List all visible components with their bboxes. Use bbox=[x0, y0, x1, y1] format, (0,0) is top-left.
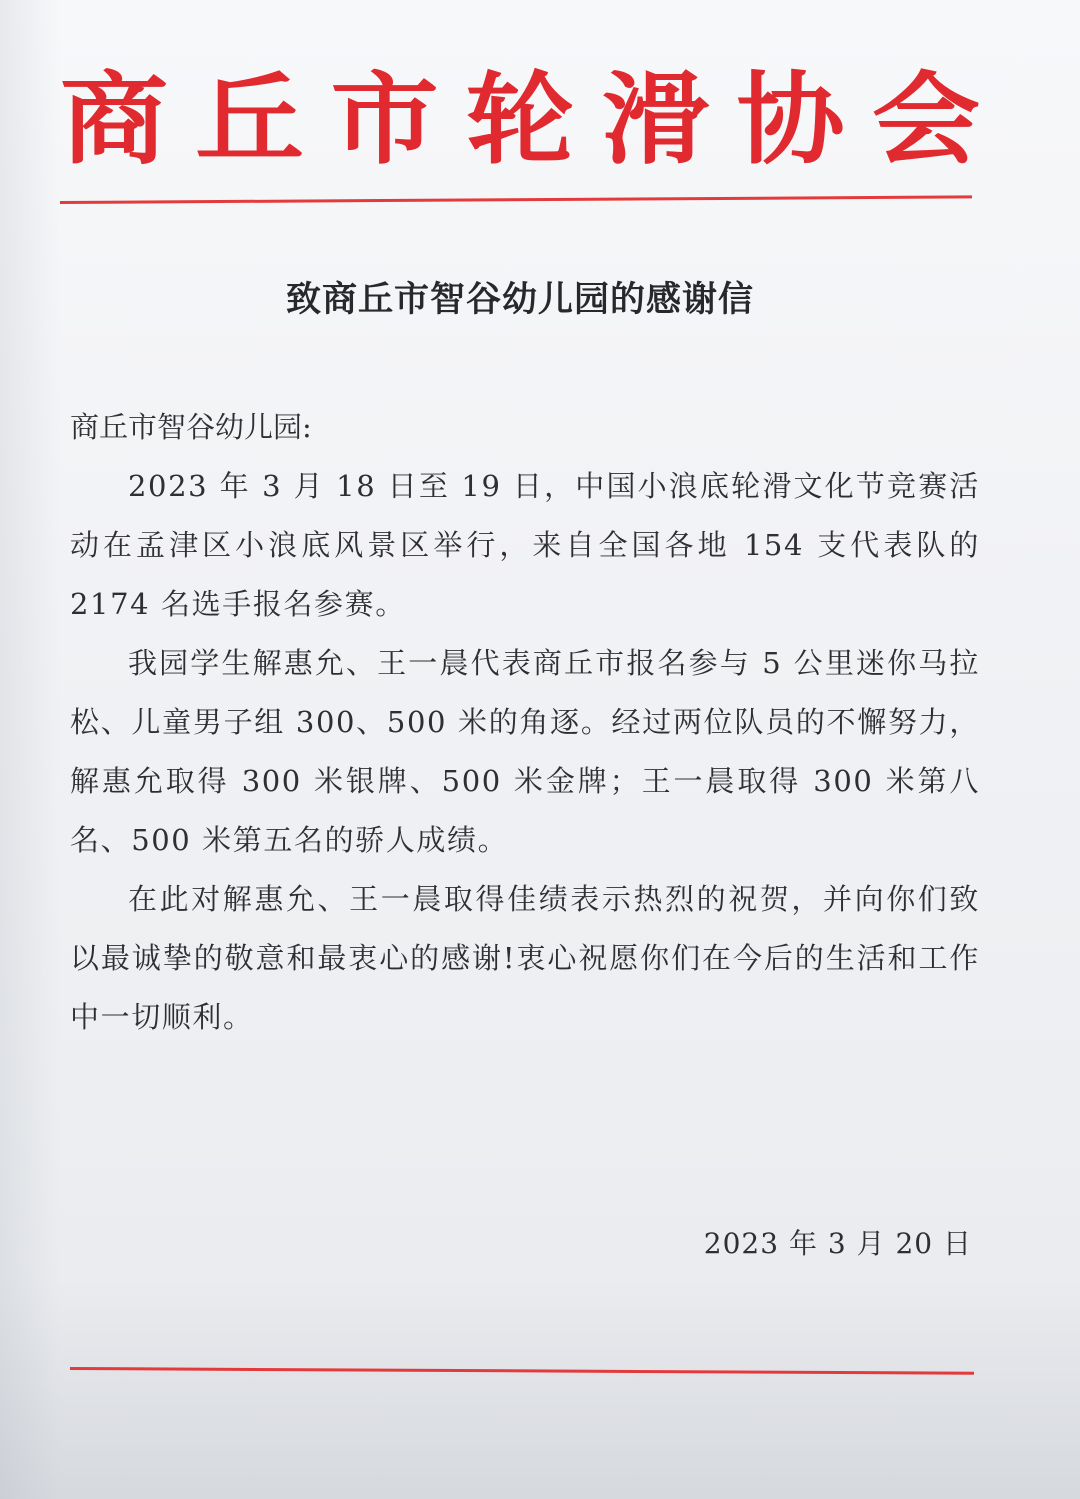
paper-shadow-bottom bbox=[0, 1279, 1080, 1499]
letter-paragraph-1: 2023 年 3 月 18 日至 19 日，中国小浪底轮滑文化节竞赛活动在孟津区小浪底风景区举行，来自全国各地 154 支代表队的 2174 名选手报名参赛。 bbox=[70, 469, 980, 621]
letter-date: 2023 年 3 月 20 日 bbox=[703, 1227, 972, 1260]
letterhead-org-name bbox=[60, 60, 980, 180]
letterhead-char: 滑 bbox=[601, 62, 710, 178]
letterhead-char: 轮 bbox=[465, 62, 574, 178]
letter-title: 致商丘市智谷幼儿园的感谢信 bbox=[285, 279, 754, 320]
letterhead-char: 丘 bbox=[195, 62, 304, 178]
letterhead-char: 市 bbox=[330, 62, 439, 178]
letterhead-red-rule bbox=[60, 195, 972, 204]
letterhead-char: 商 bbox=[60, 62, 169, 178]
paper-shadow-left bbox=[0, 0, 60, 1499]
letter-salutation: 商丘市智谷幼儿园: bbox=[70, 410, 312, 444]
letter-paragraph-2: 我园学生解惠允、王一晨代表商丘市报名参与 5 公里迷你马拉松、儿童男子组 300、500 米的角逐。经过两位队员的不懈努力，解惠允取得 300 米银牌、500 米金牌；王一晨取得 300 米第八名、500 米第五名的骄人成绩。 bbox=[70, 646, 980, 857]
letter-paragraph-3: 在此对解惠允、王一晨取得佳绩表示热烈的祝贺，并向你们致以最诚挚的敬意和最衷心的感谢!衷心祝愿你们在今后的生活和工作中一切顺利。 bbox=[70, 882, 980, 1034]
letterhead-char: 会 bbox=[871, 62, 980, 178]
letterhead-char: 协 bbox=[736, 62, 845, 178]
letter-body bbox=[70, 398, 980, 1047]
